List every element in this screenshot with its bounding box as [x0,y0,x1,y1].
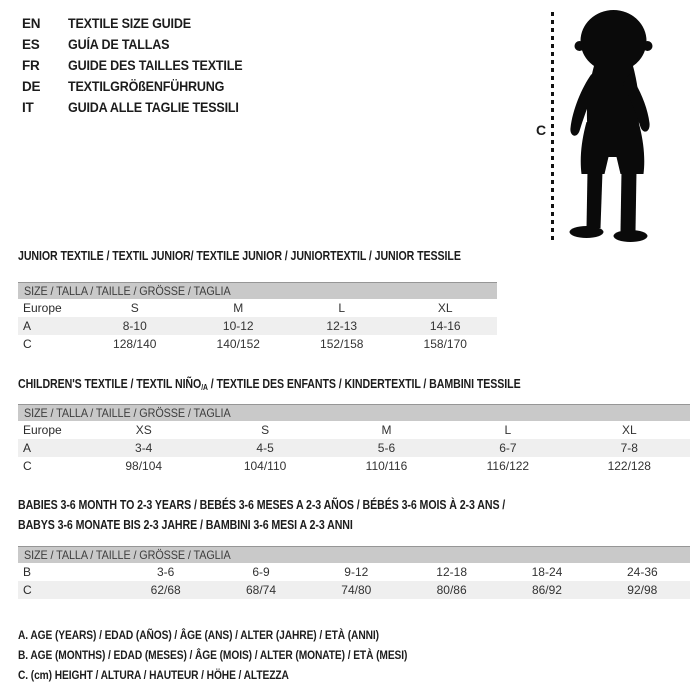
table-row [18,299,497,317]
table-row [18,335,497,353]
row-label-cell: B [23,565,32,579]
language-title: TEXTILE SIZE GUIDE [68,16,191,31]
size-value-cell: 7-8 [620,441,638,455]
size-value-cell: 12-13 [326,319,358,333]
size-value-cell: 122/128 [607,459,651,473]
language-row [22,55,256,76]
babies-size-table [18,546,690,599]
language-code: IT [22,100,34,115]
row-label-cell: C [23,583,32,597]
size-value-cell: 5-6 [377,441,396,455]
height-measure-label: C [536,122,547,138]
size-value-cell: 128/140 [113,337,157,351]
size-value-cell: XS [135,423,152,437]
language-title: TEXTILGRÖßENFÜHRUNG [68,79,225,94]
childrens-size-table [18,404,690,475]
row-label-cell: C [23,459,32,473]
table-row [18,457,690,475]
size-value-cell: S [130,301,139,315]
size-header-bar: SIZE / TALLA / TAILLE / GRÖSSE / TAGLIA [18,404,690,421]
language-row [22,97,256,118]
size-value-cell: 152/158 [320,337,364,351]
language-code: ES [22,37,40,52]
size-value-cell: 104/110 [243,459,287,473]
size-value-cell: 110/116 [365,459,408,473]
size-value-cell: 6-9 [252,565,270,579]
baby-silhouette-icon [558,8,666,246]
size-value-cell: XL [437,301,453,315]
legend-notes [18,625,476,685]
size-value-cell: 86/92 [531,583,562,597]
height-dashed-line [551,12,554,243]
table-row [18,439,690,457]
note-age-years: A. AGE (YEARS) / EDAD (AÑOS) / ÂGE (ANS) / ALTER (JAHRE) / ETÀ (ANNI) [18,628,379,642]
language-title: GUÍA DE TALLAS [68,37,170,52]
size-value-cell: 8-10 [122,319,147,333]
row-label-cell: A [23,319,32,333]
language-list [22,13,256,118]
size-value-cell: 116/122 [486,459,530,473]
babies-title-line2: BABYS 3-6 MONATE BIS 2-3 JAHRE / BAMBINI 3-6 MESI A 2-3 ANNI [18,518,353,532]
table-row [18,317,497,335]
language-title: GUIDA ALLE TAGLIE TESSILI [68,100,239,115]
size-value-cell: 12-18 [436,565,467,579]
size-value-cell: 62/68 [150,583,181,597]
size-value-cell: 158/170 [423,337,467,351]
size-value-cell: S [261,423,270,437]
junior-size-table [18,282,497,353]
size-value-cell: 3-4 [135,441,153,455]
size-header-bar: SIZE / TALLA / TAILLE / GRÖSSE / TAGLIA [18,546,690,563]
size-value-cell: 6-7 [499,441,517,455]
row-label-cell: C [23,337,32,351]
size-value-cell: M [381,423,392,437]
language-code: FR [22,58,40,73]
childrens-textile-title: CHILDREN'S TEXTILE / TEXTIL NIÑO/A / TEXTILE DES ENFANTS / KINDERTEXTIL / BAMBINI TESSILE [18,377,521,392]
size-value-cell: 4-5 [256,441,274,455]
row-label-cell: A [23,441,32,455]
language-row [22,34,256,55]
size-value-cell: 3-6 [156,565,175,579]
language-row [22,76,256,97]
language-code: DE [22,79,41,94]
size-value-cell: 14-16 [429,319,461,333]
nino-a-subscript: /A [201,383,208,392]
size-value-cell: L [504,423,512,437]
size-header-bar: SIZE / TALLA / TAILLE / GRÖSSE / TAGLIA [18,282,497,299]
junior-textile-title: JUNIOR TEXTILE / TEXTIL JUNIOR/ TEXTILE JUNIOR / JUNIORTEXTIL / JUNIOR TESSILE [18,249,461,263]
language-row [22,13,256,34]
row-label-cell: Europe [23,301,62,315]
size-value-cell: 18-24 [531,565,563,579]
note-height-cm: C. (cm) HEIGHT / ALTURA / HAUTEUR / HÖHE / ALTEZZA [18,668,289,682]
babies-textile-title [18,495,591,535]
table-row [18,563,690,581]
size-value-cell: 9-12 [344,565,369,579]
size-value-cell: L [338,301,346,315]
size-value-cell: 80/86 [436,583,467,597]
size-value-cell: 10-12 [222,319,254,333]
size-value-cell: 140/152 [216,337,260,351]
size-value-cell: 74/80 [341,583,372,597]
note-age-months: B. AGE (MONTHS) / EDAD (MESES) / ÂGE (MOIS) / ALTER (MONATE) / ETÀ (MESI) [18,648,408,662]
size-value-cell: 92/98 [627,583,658,597]
size-value-cell: M [233,301,244,315]
babies-title-line1: BABIES 3-6 MONTH TO 2-3 YEARS / BEBÉS 3-6 MESES A 2-3 AÑOS / BÉBÉS 3-6 MOIS À 2-3 ANS / [18,498,506,512]
row-label-cell: Europe [23,423,62,437]
size-value-cell: XL [621,423,637,437]
language-title: GUIDE DES TAILLES TEXTILE [68,58,243,73]
language-code: EN [22,16,41,31]
table-row [18,421,690,439]
size-value-cell: 98/104 [125,459,163,473]
size-value-cell: 68/74 [245,583,276,597]
table-row [18,581,690,599]
size-value-cell: 24-36 [626,565,658,579]
